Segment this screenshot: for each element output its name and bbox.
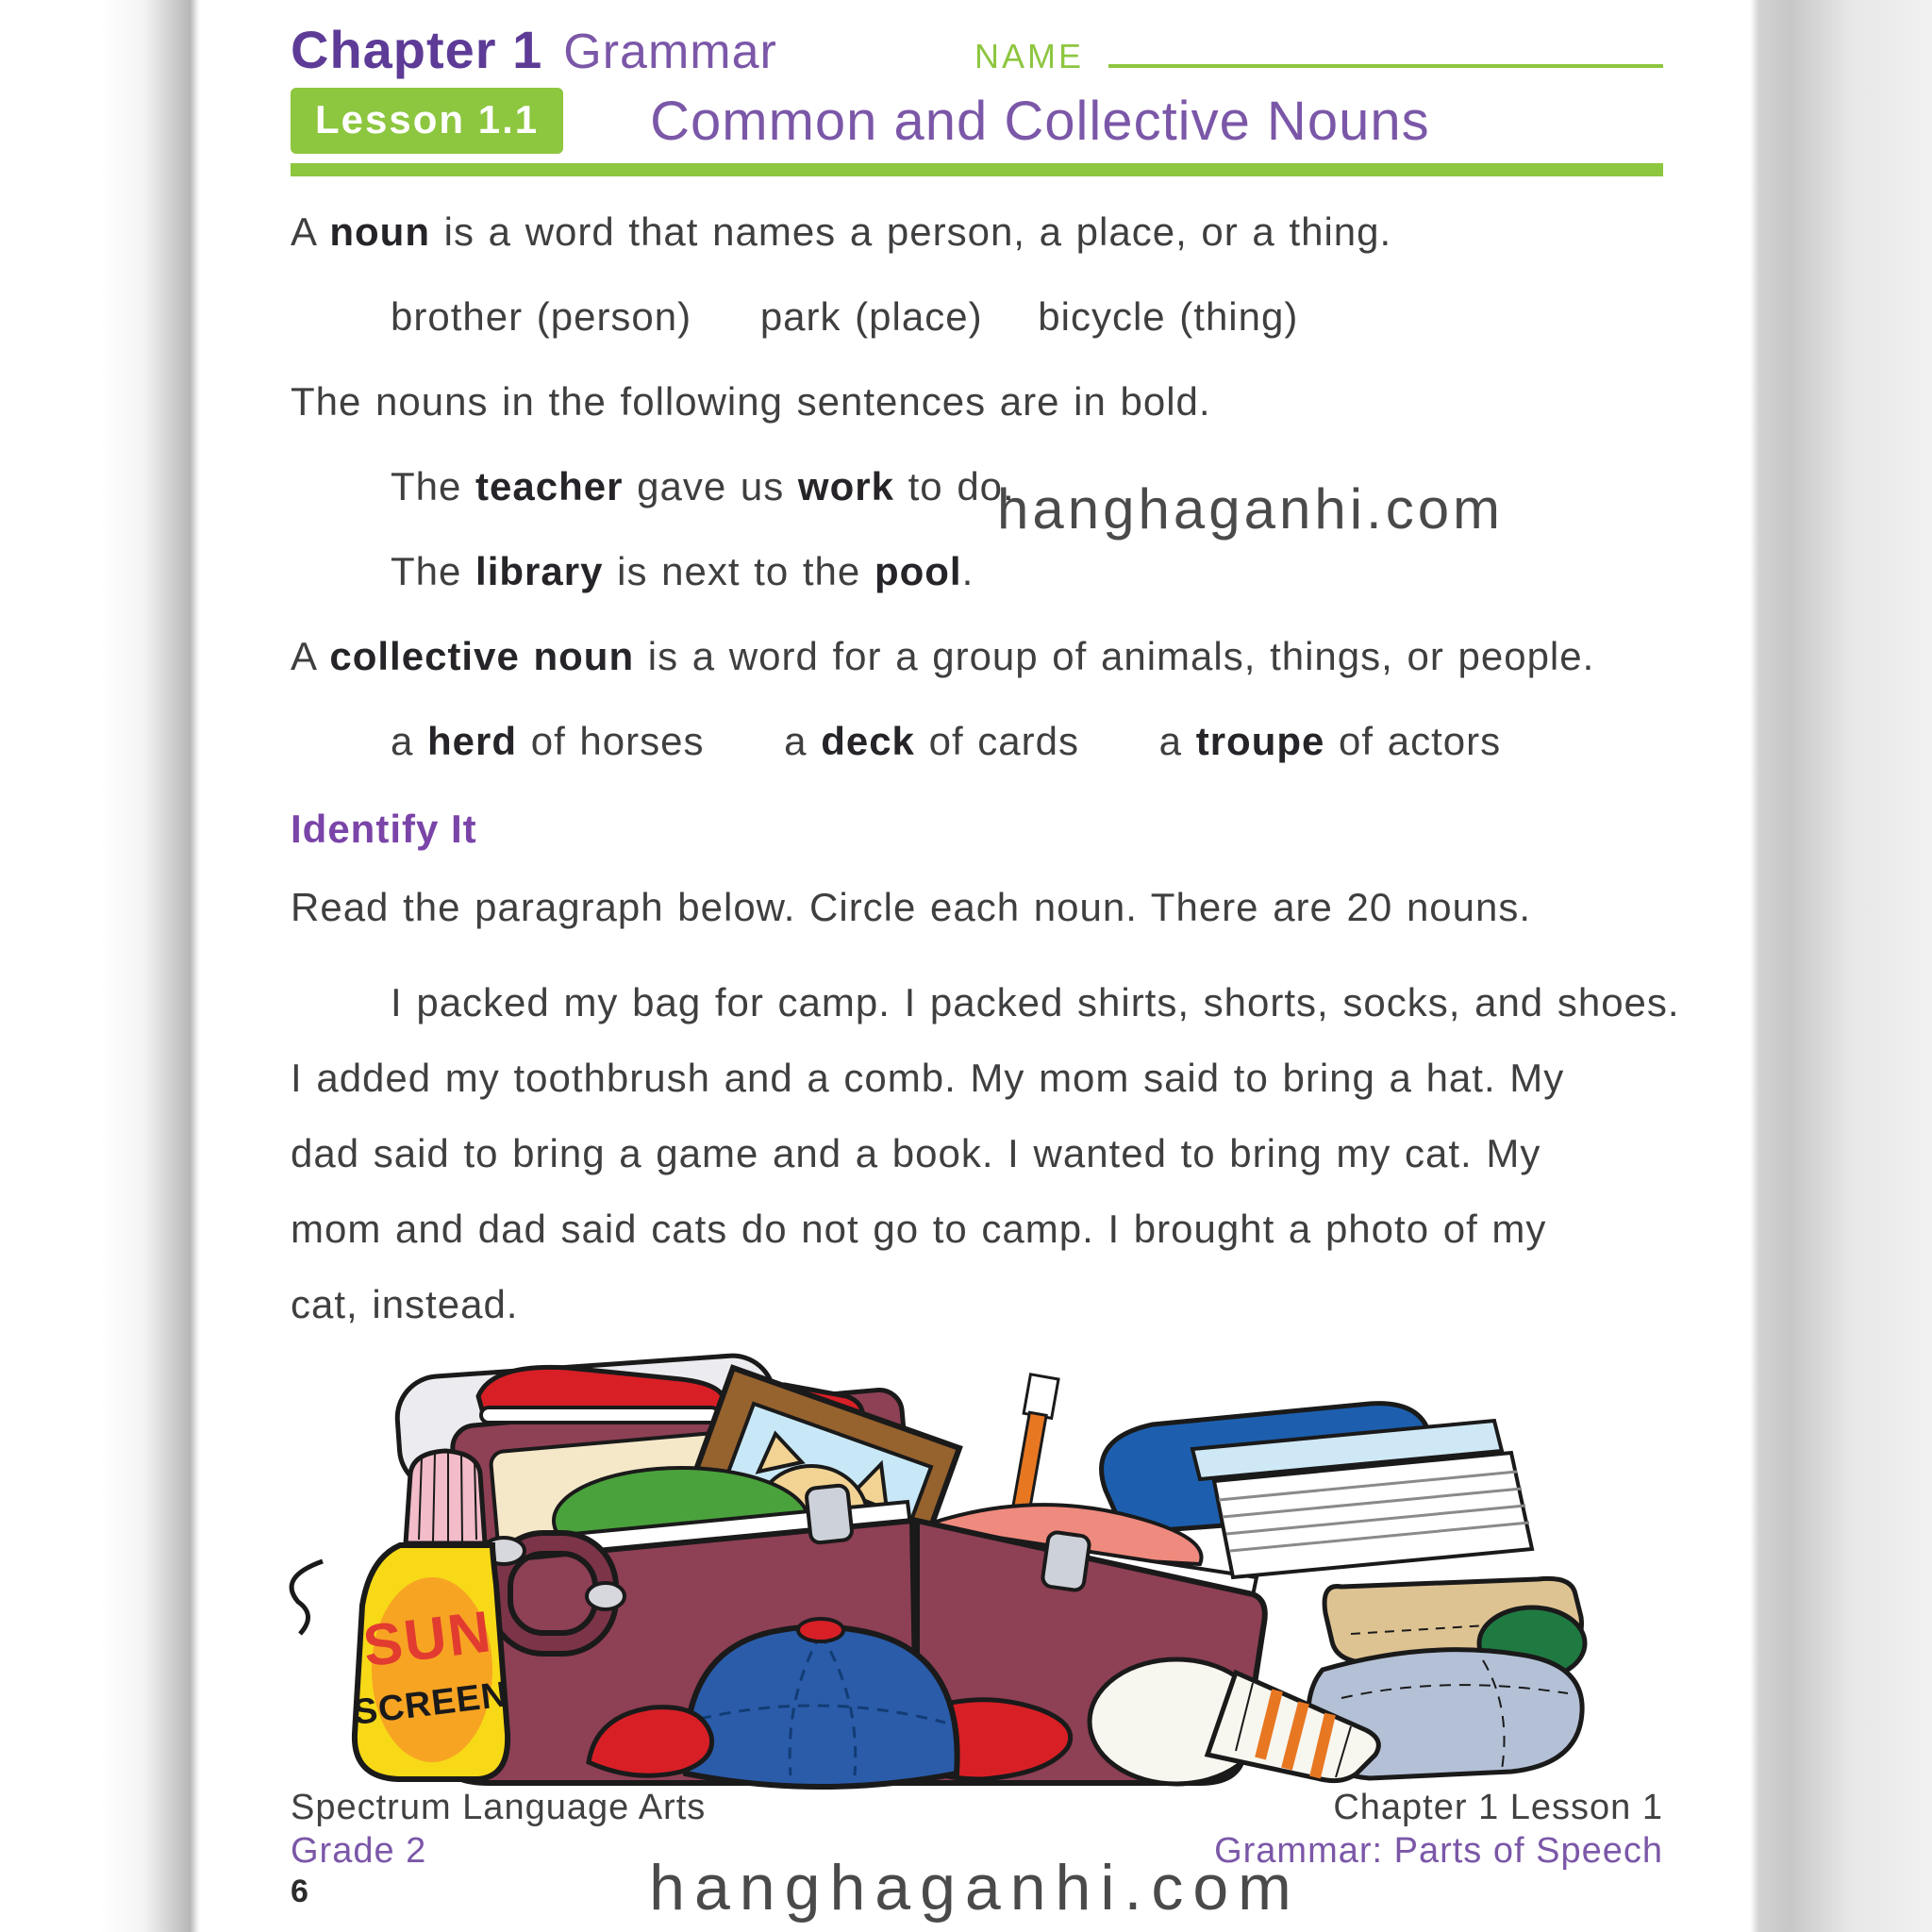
sunscreen-label-sun: SUN bbox=[359, 1599, 496, 1680]
sunscreen-bottle-icon bbox=[291, 1451, 510, 1779]
paragraph-line: dad said to bring a game and a book. I wanted to bring my cat. My bbox=[291, 1131, 1541, 1175]
collective-examples bbox=[291, 718, 1663, 765]
noun-example: brother (person) bbox=[391, 294, 692, 339]
header-row bbox=[291, 19, 1663, 80]
name-blank-line bbox=[1108, 36, 1663, 68]
paragraph-line: mom and dad said cats do not go to camp. I brought a photo of my bbox=[291, 1207, 1547, 1251]
noun-definition: A noun is a word that names a person, a place, or a thing. bbox=[291, 209, 1392, 254]
paragraph-line: I added my toothbrush and a comb. My mom said to bring a hat. My bbox=[291, 1056, 1565, 1100]
page-edge-shadow-right bbox=[1750, 0, 1932, 1932]
paragraph-line: cat, instead. bbox=[291, 1282, 519, 1326]
noun-example: bicycle (thing) bbox=[1038, 294, 1299, 339]
lesson-title: Common and Collective Nouns bbox=[650, 90, 1430, 152]
bold-note: The nouns in the following sentences are in bold. bbox=[291, 379, 1211, 424]
example-sentence-2: The library is next to the pool. bbox=[391, 549, 974, 593]
paragraph-line: I packed my bag for camp. I packed shirts, shorts, socks, and shoes. bbox=[391, 980, 1680, 1024]
page-content bbox=[291, 19, 1680, 1342]
name-label: NAME bbox=[974, 37, 1085, 75]
watermark-bottom: hanghaganhi.com bbox=[649, 1852, 1301, 1924]
footer-section-ref: Grammar: Parts of Speech bbox=[1214, 1831, 1663, 1871]
collective-example: a herd of horses bbox=[391, 719, 705, 763]
suitcase-latch bbox=[1041, 1531, 1091, 1591]
noun-example: park (place) bbox=[759, 294, 983, 339]
collective-definition: A collective noun is a word for a group of animals, things, or people. bbox=[291, 634, 1595, 678]
activity-paragraph bbox=[291, 965, 1680, 1342]
footer-series: Spectrum Language Arts bbox=[291, 1788, 707, 1827]
activity-instructions: Read the paragraph below. Circle each noun. There are 20 nouns. bbox=[291, 885, 1532, 929]
example-sentence-1: The teacher gave us work to do. bbox=[391, 464, 1015, 508]
suitcase-latch bbox=[806, 1485, 853, 1543]
page-edge-shadow-left bbox=[0, 0, 200, 1932]
sunscreen-label-screen: SCREEN bbox=[351, 1674, 510, 1733]
name-field bbox=[974, 36, 1663, 76]
collective-example: a troupe of actors bbox=[1158, 719, 1502, 763]
lesson-title-row bbox=[291, 88, 1663, 154]
watermark-middle: hanghaganhi.com bbox=[997, 477, 1505, 541]
chapter-subject: Grammar bbox=[563, 25, 777, 79]
footer-page-number: 6 bbox=[291, 1874, 308, 1909]
footer-chapter-ref: Chapter 1 Lesson 1 bbox=[1333, 1788, 1663, 1827]
collective-example: a deck of cards bbox=[784, 719, 1079, 763]
chapter-label: Chapter 1 bbox=[291, 20, 543, 79]
workbook-page bbox=[200, 0, 1750, 1932]
title-divider-rule bbox=[291, 163, 1663, 176]
noun-examples bbox=[291, 293, 1663, 341]
activity-heading: Identify It bbox=[291, 807, 477, 851]
footer-grade: Grade 2 bbox=[291, 1831, 427, 1871]
book-icon bbox=[1192, 1421, 1532, 1577]
lesson-badge: Lesson 1.1 bbox=[291, 88, 563, 154]
suitcase-illustration bbox=[257, 1358, 1587, 1783]
